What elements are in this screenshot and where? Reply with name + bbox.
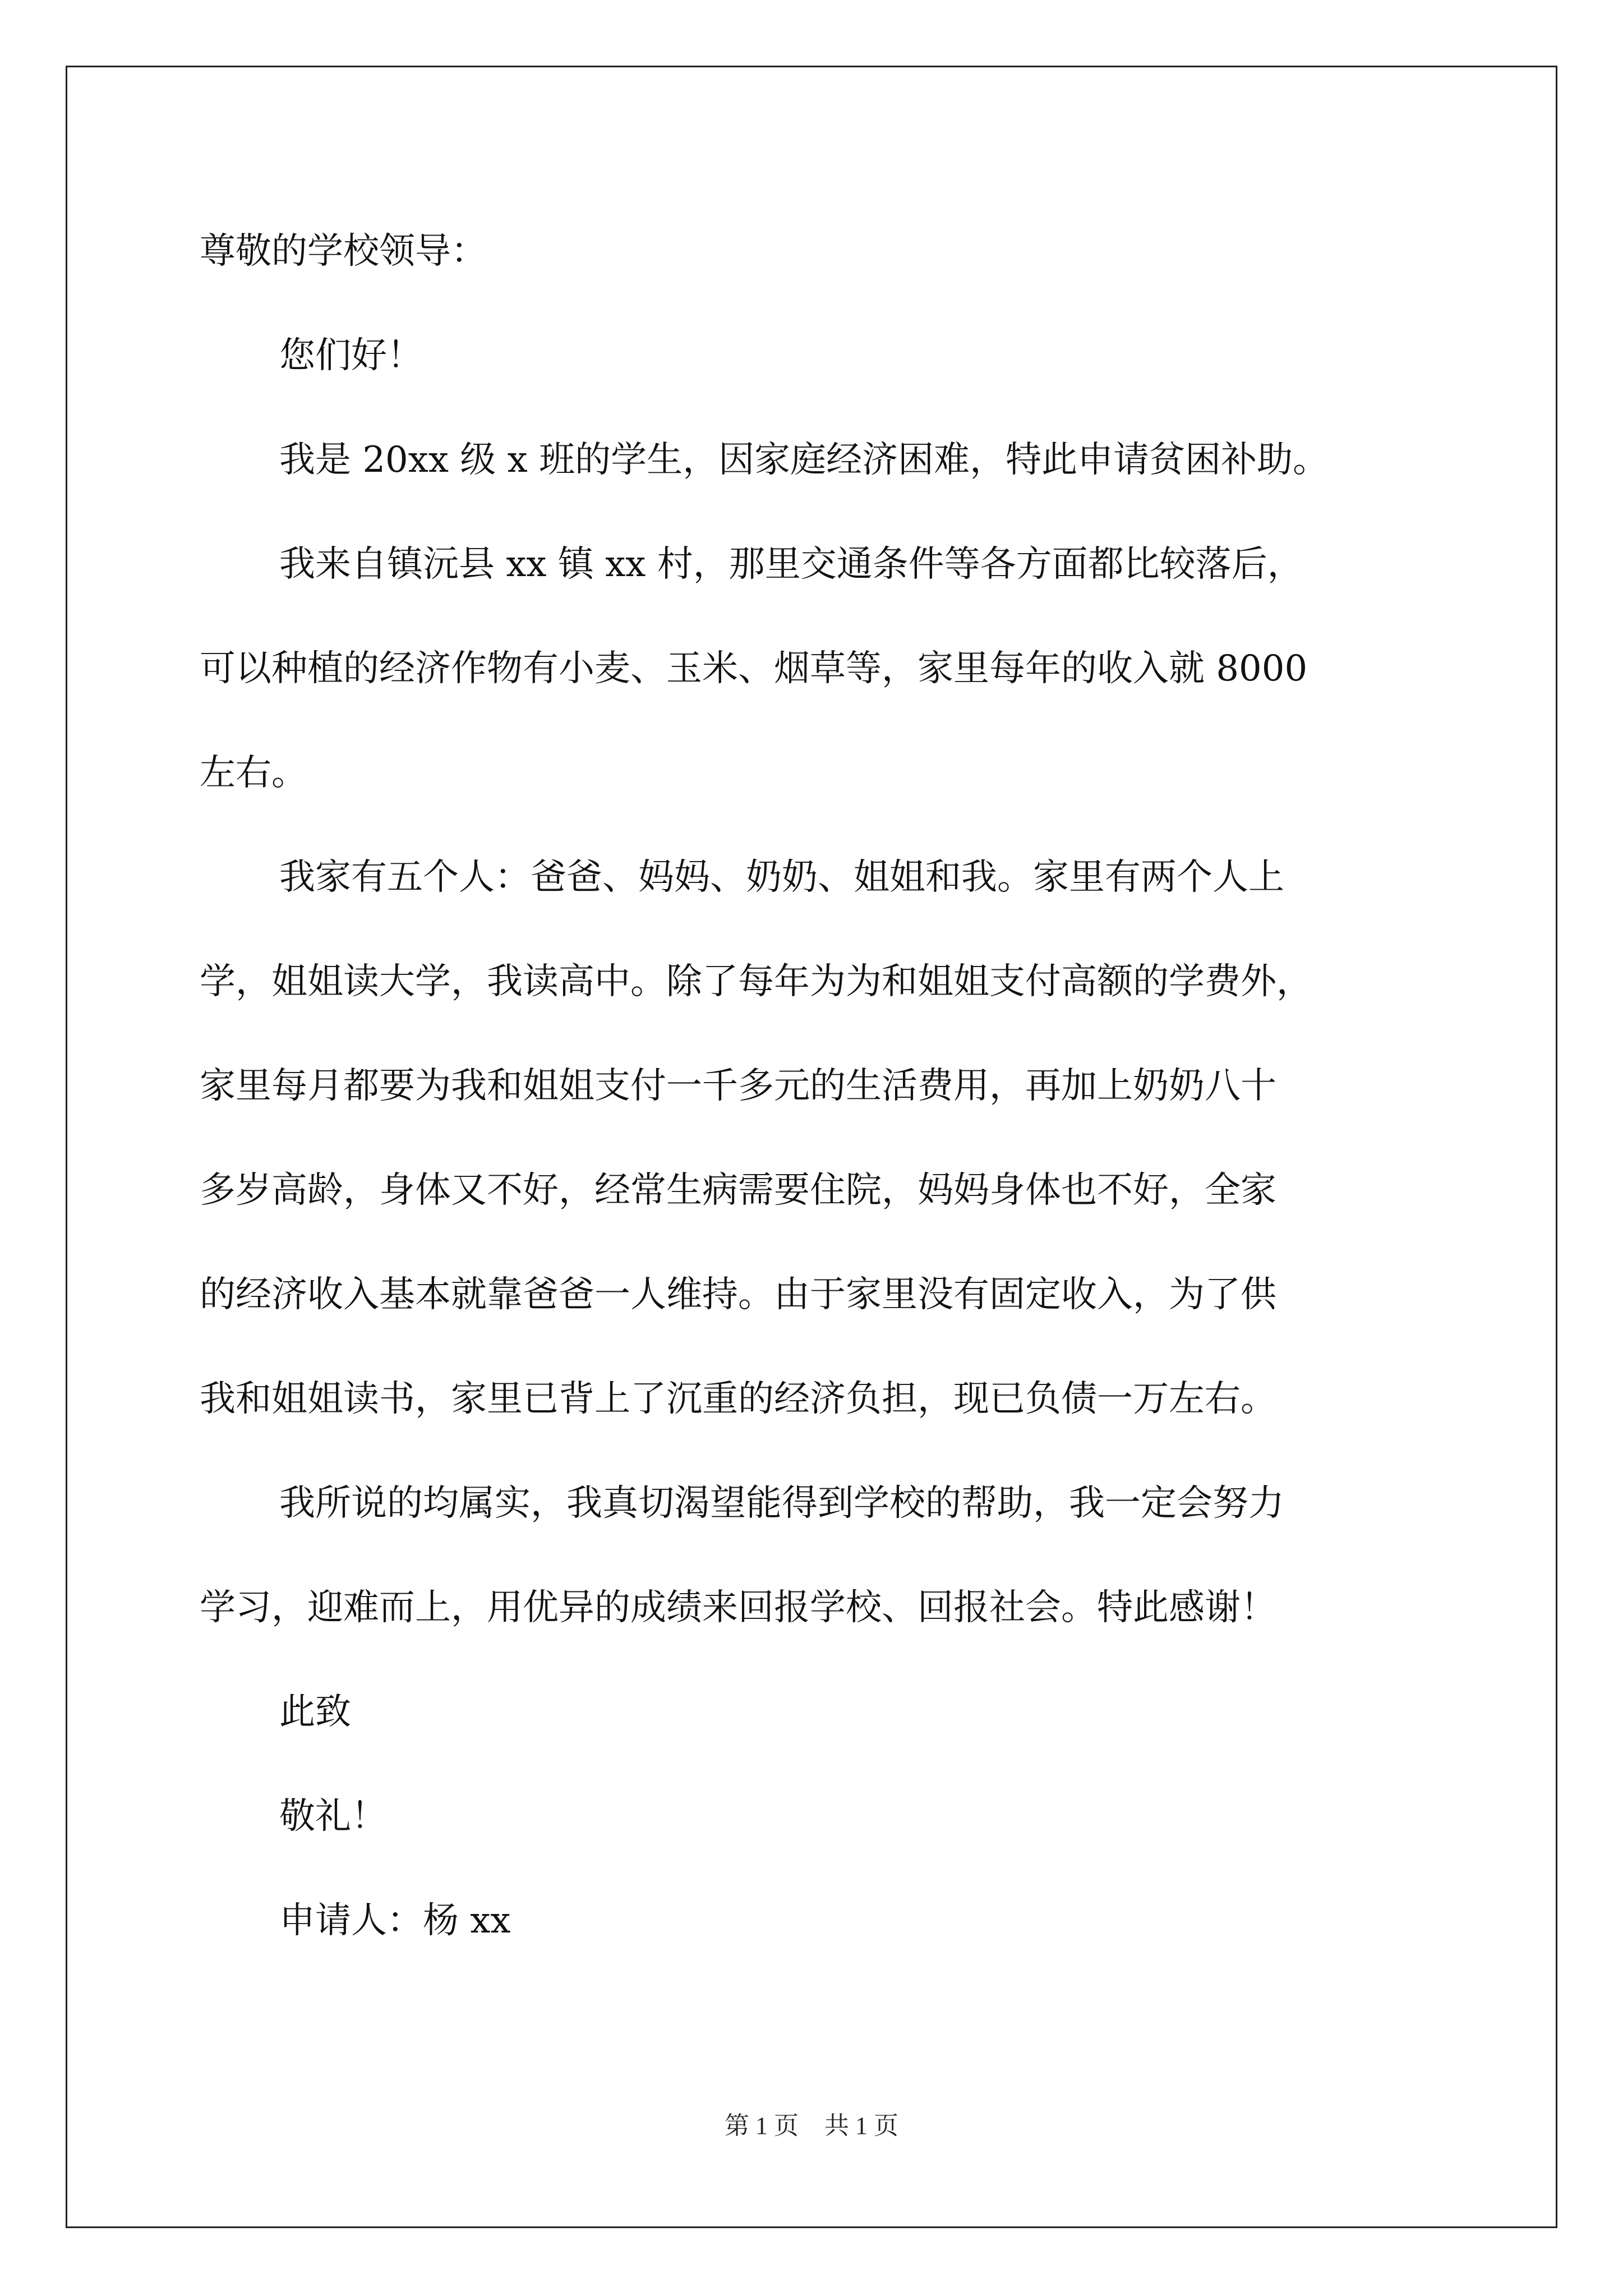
closing-line: 此致 bbox=[279, 1691, 351, 1733]
page-total: 共 1 页 bbox=[824, 2112, 898, 2139]
body-line: 我是 20xx 级 x 班的学生，因家庭经济困难，特此申请贫困补助。 bbox=[279, 439, 1329, 481]
signature: 申请人：杨 xx bbox=[279, 1900, 511, 1941]
body-line: 的经济收入基本就靠爸爸一人维持。由于家里没有固定收入，为了供 bbox=[200, 1274, 1276, 1315]
page-footer bbox=[0, 2109, 1623, 2143]
letter-body bbox=[200, 199, 1433, 1973]
body-line: 左右。 bbox=[200, 752, 307, 794]
salutation: 尊敬的学校领导： bbox=[200, 231, 487, 272]
greeting: 您们好！ bbox=[279, 335, 423, 376]
body-line: 我家有五个人：爸爸、妈妈、奶奶、姐姐和我。家里有两个人上 bbox=[279, 857, 1284, 898]
body-line: 学，姐姐读大学，我读高中。除了每年为为和姐姐支付高额的学费外， bbox=[200, 961, 1312, 1002]
body-line: 可以种植的经济作物有小麦、玉米、烟草等，家里每年的收入就 8000 bbox=[200, 648, 1308, 689]
body-line: 多岁高龄，身体又不好，经常生病需要住院，妈妈身体也不好，全家 bbox=[200, 1170, 1276, 1211]
page-number: 第 1 页 bbox=[725, 2112, 799, 2139]
body-line: 我和姐姐读书，家里已背上了沉重的经济负担，现已负债一万左右。 bbox=[200, 1378, 1276, 1420]
body-line: 我所说的均属实，我真切渴望能得到学校的帮助，我一定会努力 bbox=[279, 1483, 1284, 1524]
body-line: 家里每月都要为我和姐姐支付一千多元的生活费用，再加上奶奶八十 bbox=[200, 1065, 1276, 1107]
closing-regards: 敬礼！ bbox=[279, 1796, 387, 1837]
body-line: 学习，迎难而上，用优异的成绩来回报学校、回报社会。特此感谢！ bbox=[200, 1587, 1276, 1628]
body-line: 我来自镇沅县 xx 镇 xx 村，那里交通条件等各方面都比较落后， bbox=[279, 544, 1303, 585]
